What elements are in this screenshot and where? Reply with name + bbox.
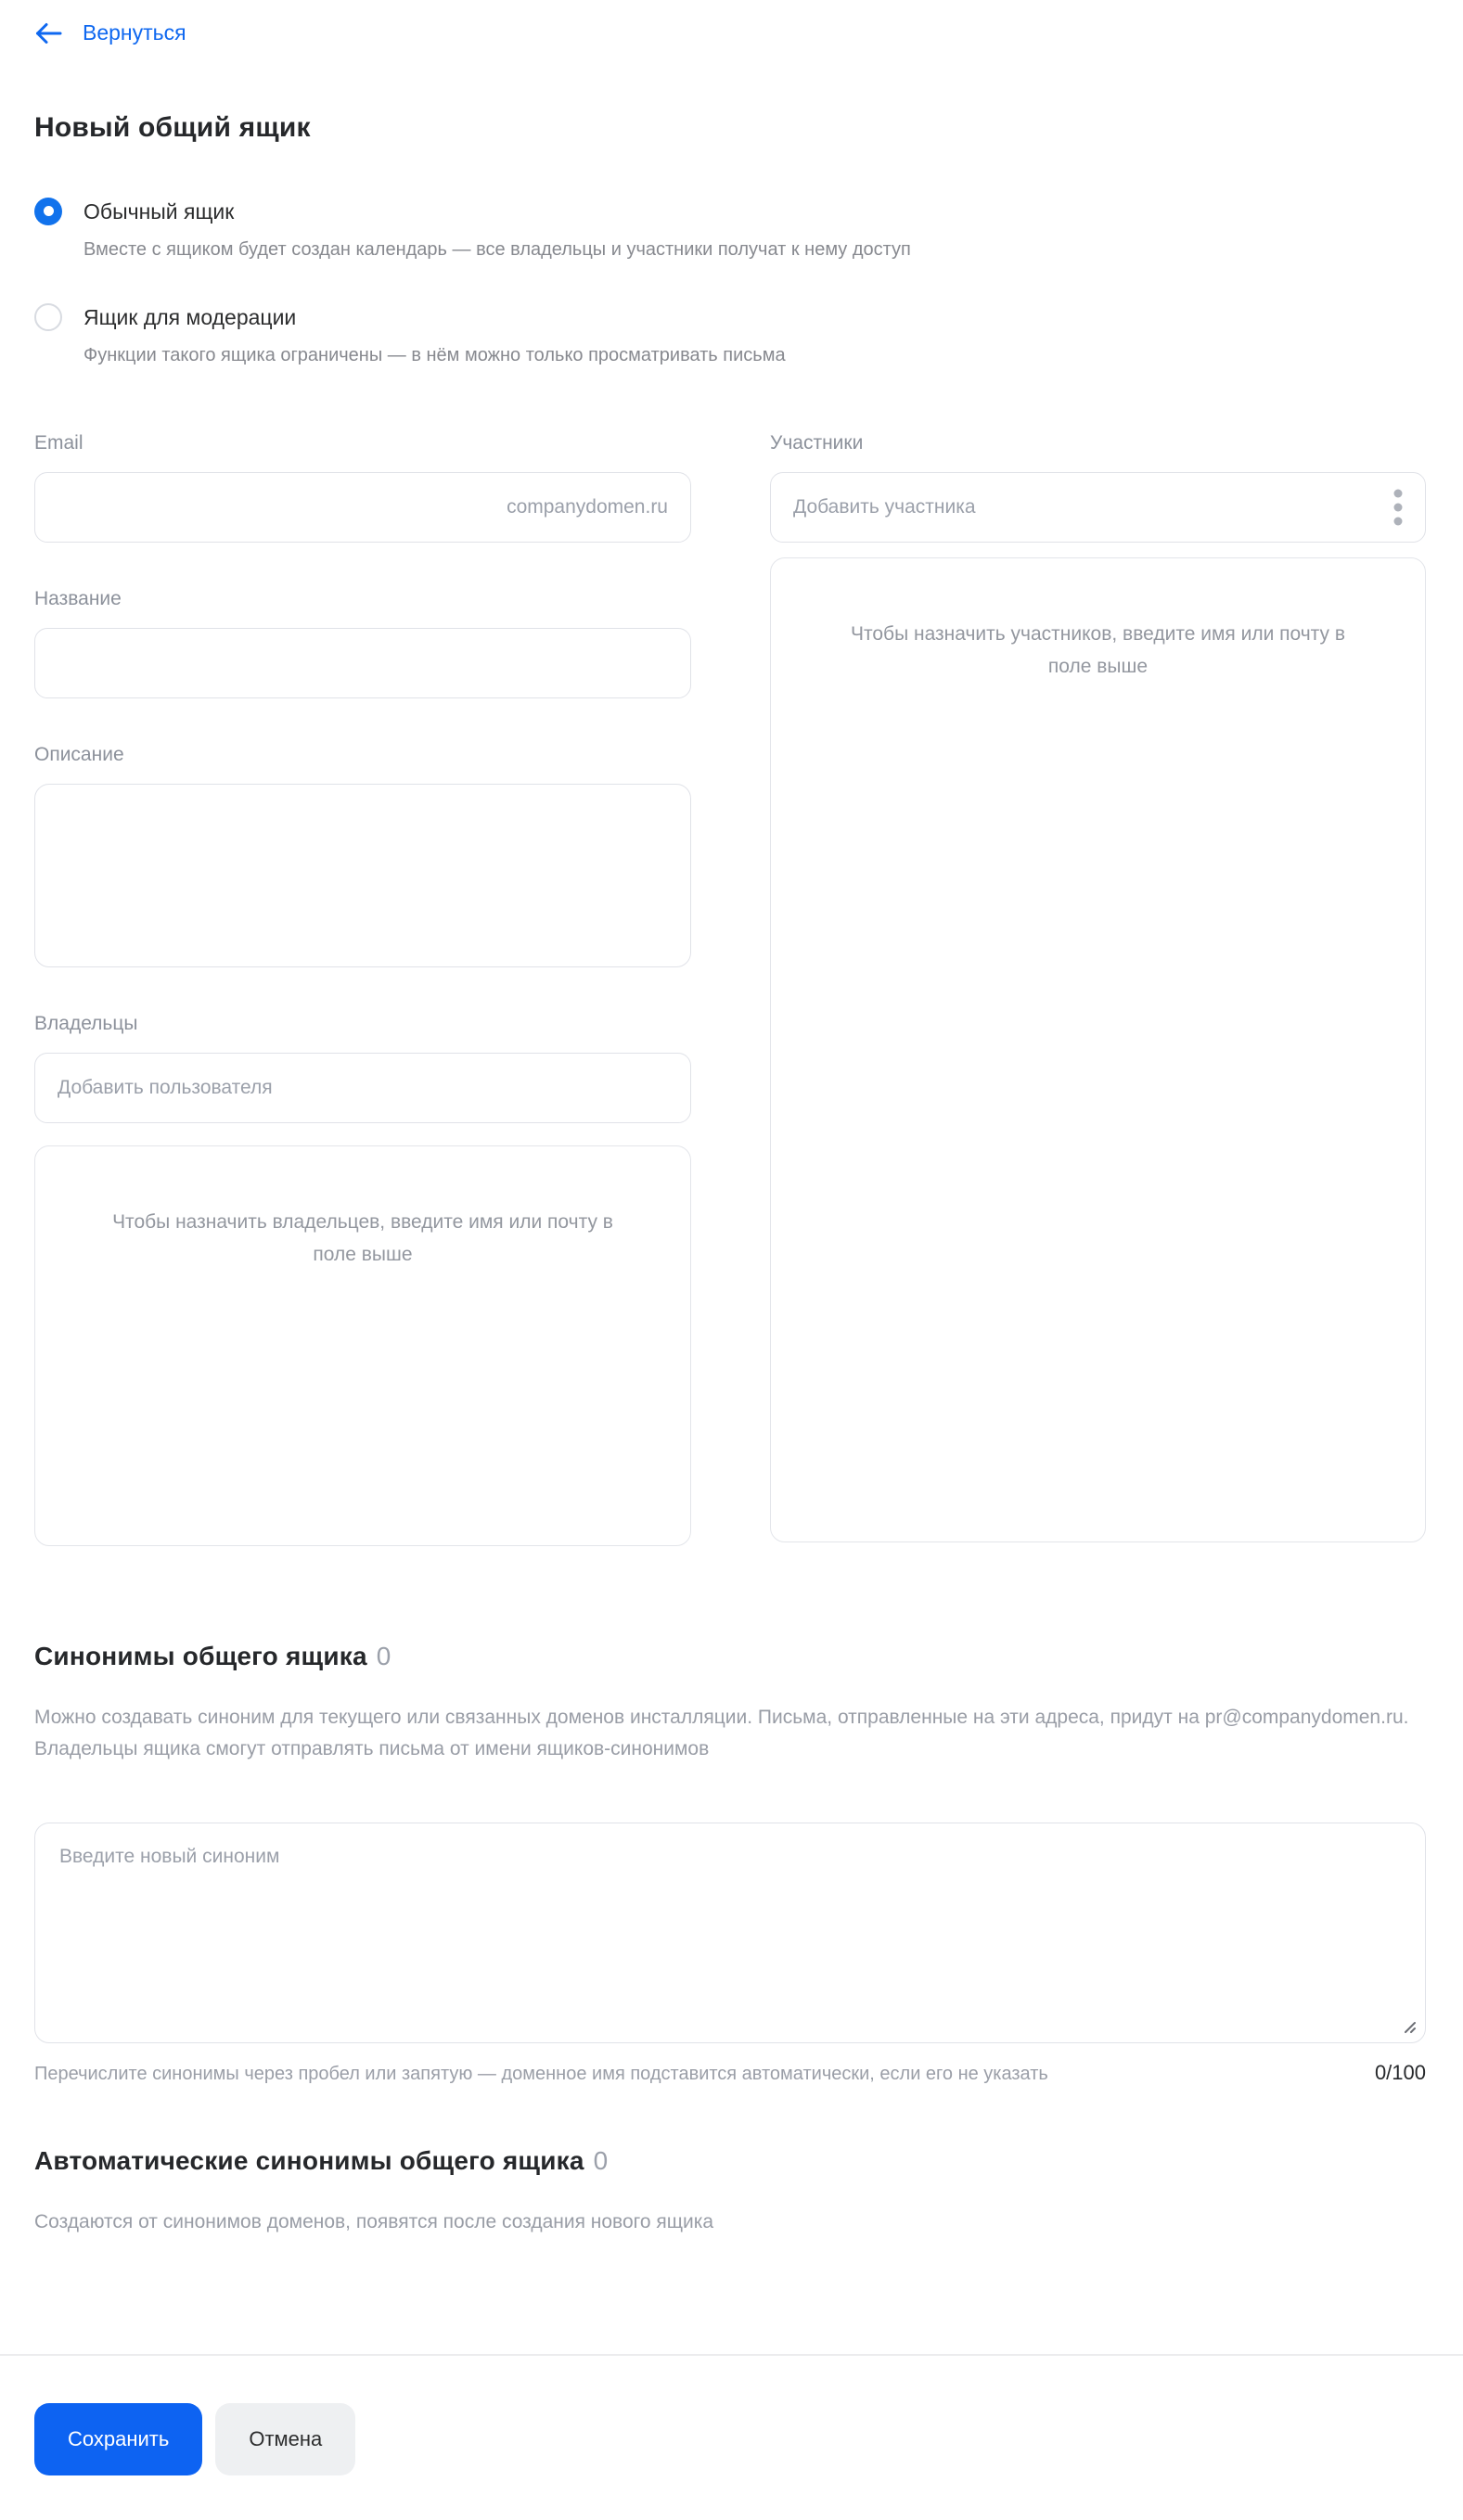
members-field-group <box>770 431 1426 1542</box>
synonyms-section <box>34 1639 1426 2088</box>
radio-unselected-icon[interactable] <box>34 303 62 331</box>
description-textarea[interactable] <box>34 784 691 967</box>
members-input[interactable] <box>793 496 1379 518</box>
owners-input[interactable] <box>58 1077 668 1099</box>
owners-label: Владельцы <box>34 1012 138 1034</box>
synonyms-title-text: Синонимы общего ящика <box>34 1641 367 1670</box>
synonym-input-wrap <box>34 1823 1426 2043</box>
auto-synonyms-description: Создаются от синонимов доменов, появятся после создания нового ящика <box>34 2210 714 2232</box>
radio-option-description: Вместе с ящиком будет создан календарь — все владельцы и участники получат к нему доступ <box>83 238 911 260</box>
description-field-group <box>34 743 691 967</box>
members-label: Участники <box>770 431 864 454</box>
name-input-wrap <box>34 628 691 698</box>
synonyms-section-title <box>34 1639 1426 1674</box>
email-field-group <box>34 431 691 543</box>
radio-option-label: Обычный ящик <box>83 198 235 224</box>
members-input-wrap <box>770 472 1426 543</box>
members-empty-box <box>770 557 1426 1542</box>
radio-option-label: Ящик для модерации <box>83 304 297 329</box>
form-right-column <box>770 431 1426 1542</box>
radio-option-moderation-mailbox[interactable] <box>34 303 1426 368</box>
auto-synonyms-title-text: Автоматические синонимы общего ящика <box>34 2145 584 2175</box>
synonyms-description: Можно создавать синоним для текущего или связанных доменов инсталляции. Письма, отправленные на эти адреса, придут на pr@companydomen.ru. Владельцы ящика смогут отправлять письма от имени ящиков-синонимов <box>34 1706 1409 1759</box>
footer-actions <box>34 2356 1426 2492</box>
description-label: Описание <box>34 743 124 765</box>
email-input-wrap <box>34 472 691 543</box>
email-domain-suffix: companydomen.ru <box>507 495 668 518</box>
synonyms-helper-row <box>34 2060 1426 2088</box>
auto-synonyms-section <box>34 2143 1426 2238</box>
radio-option-regular-mailbox[interactable] <box>34 198 1426 262</box>
mailbox-form <box>34 431 1426 1546</box>
auto-synonyms-count: 0 <box>593 2145 609 2175</box>
owners-empty-hint: Чтобы назначить владельцев, введите имя или почту в поле выше <box>112 1210 613 1265</box>
back-link[interactable] <box>34 20 186 45</box>
arrow-left-icon <box>34 21 62 45</box>
synonyms-char-counter: 0/100 <box>1374 2060 1426 2084</box>
synonyms-count: 0 <box>376 1641 391 1670</box>
name-field-group <box>34 587 691 698</box>
mailbox-type-radio-group <box>34 198 1426 368</box>
synonym-textarea[interactable] <box>34 1823 1426 2043</box>
radio-option-description: Функции такого ящика ограничены — в нём можно только просматривать письма <box>83 344 786 365</box>
back-link-label: Вернуться <box>83 20 186 45</box>
email-input[interactable] <box>58 496 507 518</box>
page-title: Новый общий ящик <box>34 111 311 143</box>
email-label: Email <box>34 431 83 454</box>
synonyms-helper-text: Перечислите синонимы через пробел или запятую — доменное имя подставится автоматически, если его не указать <box>34 2063 1048 2084</box>
save-button[interactable]: Сохранить <box>34 2403 202 2475</box>
owners-field-group <box>34 1012 691 1546</box>
members-empty-hint: Чтобы назначить участников, введите имя или почту в поле выше <box>850 622 1346 677</box>
owners-input-wrap <box>34 1053 691 1123</box>
resize-handle-icon[interactable] <box>1400 2017 1417 2034</box>
owners-empty-box <box>34 1145 691 1546</box>
cancel-button[interactable]: Отмена <box>215 2403 355 2475</box>
auto-synonyms-section-title <box>34 2143 1426 2179</box>
name-input[interactable] <box>58 652 668 674</box>
name-label: Название <box>34 587 122 609</box>
kebab-menu-icon[interactable] <box>1393 487 1403 528</box>
form-left-column <box>34 431 691 1546</box>
radio-selected-icon[interactable] <box>34 198 62 225</box>
